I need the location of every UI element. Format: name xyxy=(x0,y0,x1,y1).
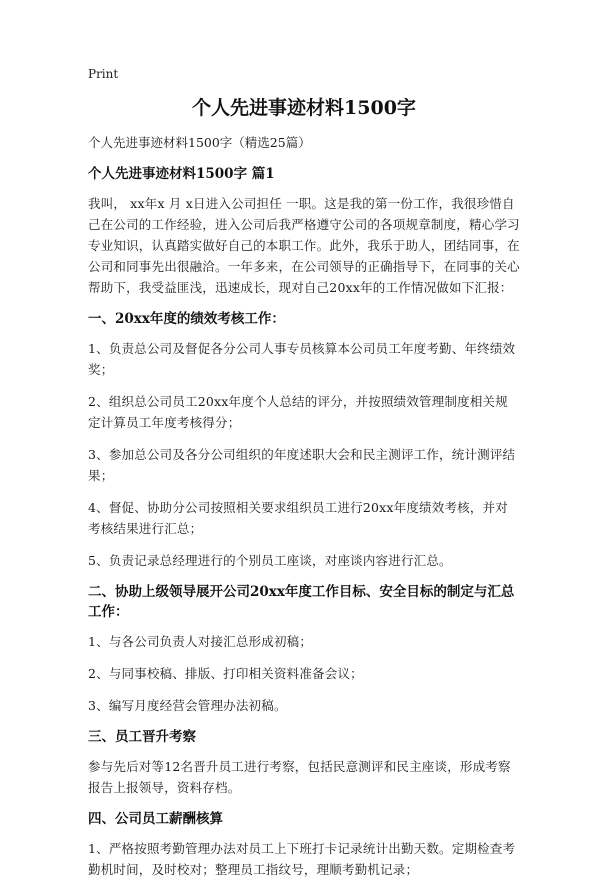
document-title: 个人先进事迹材料1500字 xyxy=(192,97,416,119)
section-2-item-2: 2、与同事校稿、排版、打印相关资料准备会议； xyxy=(88,666,363,681)
section-heading-1: 一、20xx年度的绩效考核工作： xyxy=(88,311,285,327)
section-heading-2: 二、协助上级领导展开公司20xx年度工作目标、安全目标的制定与汇总工作： xyxy=(88,584,515,620)
section-1-item-1: 1、负责总公司及督促各分公司人事专员核算本公司员工年度考勤、年终绩效奖； xyxy=(88,341,516,377)
article-heading: 个人先进事迹材料1500字 篇1 xyxy=(88,166,275,182)
section-1-item-3: 3、参加总公司及各分公司组织的年度述职大会和民主测评工作，统计测评结果； xyxy=(88,447,516,483)
section-3-item-1: 参与先后对等12名晋升员工进行考察，包括民意测评和民主座谈，形成考察报告上报领导，资料存档。 xyxy=(88,759,511,795)
section-1-item-4: 4、督促、协助分公司按照相关要求组织员工进行20xx年度绩效考核，并对考核结果进行汇总； xyxy=(88,500,508,536)
section-2-item-1: 1、与各公司负责人对接汇总形成初稿； xyxy=(88,634,313,649)
document-subtitle: 个人先进事迹材料1500字（精选25篇） xyxy=(88,135,311,150)
section-heading-4: 四、公司员工薪酬核算 xyxy=(88,811,223,827)
section-1-item-5: 5、负责记录总经理进行的个别员工座谈，对座谈内容进行汇总。 xyxy=(88,553,452,568)
section-heading-3: 三、员工晋升考察 xyxy=(88,729,196,745)
document-page xyxy=(88,66,520,889)
print-link[interactable]: Print xyxy=(88,67,119,81)
section-2-item-3: 3、编写月度经营会管理办法初稿。 xyxy=(88,698,287,713)
section-1-item-2: 2、组织总公司员工20xx年度个人总结的评分，并按照绩效管理制度相关规定计算员工年度考核得分； xyxy=(88,394,508,430)
section-4-item-1: 1、严格按照考勤管理办法对员工上下班打卡记录统计出勤天数。定期检查考勤机时间，及时校对；整理员工指纹号，理顺考勤机记录； xyxy=(88,841,516,877)
intro-paragraph: 我叫， xx年x 月 x日进入公司担任 一职。这是我的第一份工作，我很珍惜自己在公司的工作经验，进入公司后我严格遵守公司的各项规章制度，精心学习专业知识，认真踏实做好自己的本职工作。此外，我乐于助人，团结同事，在公司和同事先出很融洽。一年多来，在公司领导的正确指导下，在同事的关心帮助下，我受益匪浅，迅速成长，现对自己20xx年的工作情况做如下汇报： xyxy=(88,196,520,295)
